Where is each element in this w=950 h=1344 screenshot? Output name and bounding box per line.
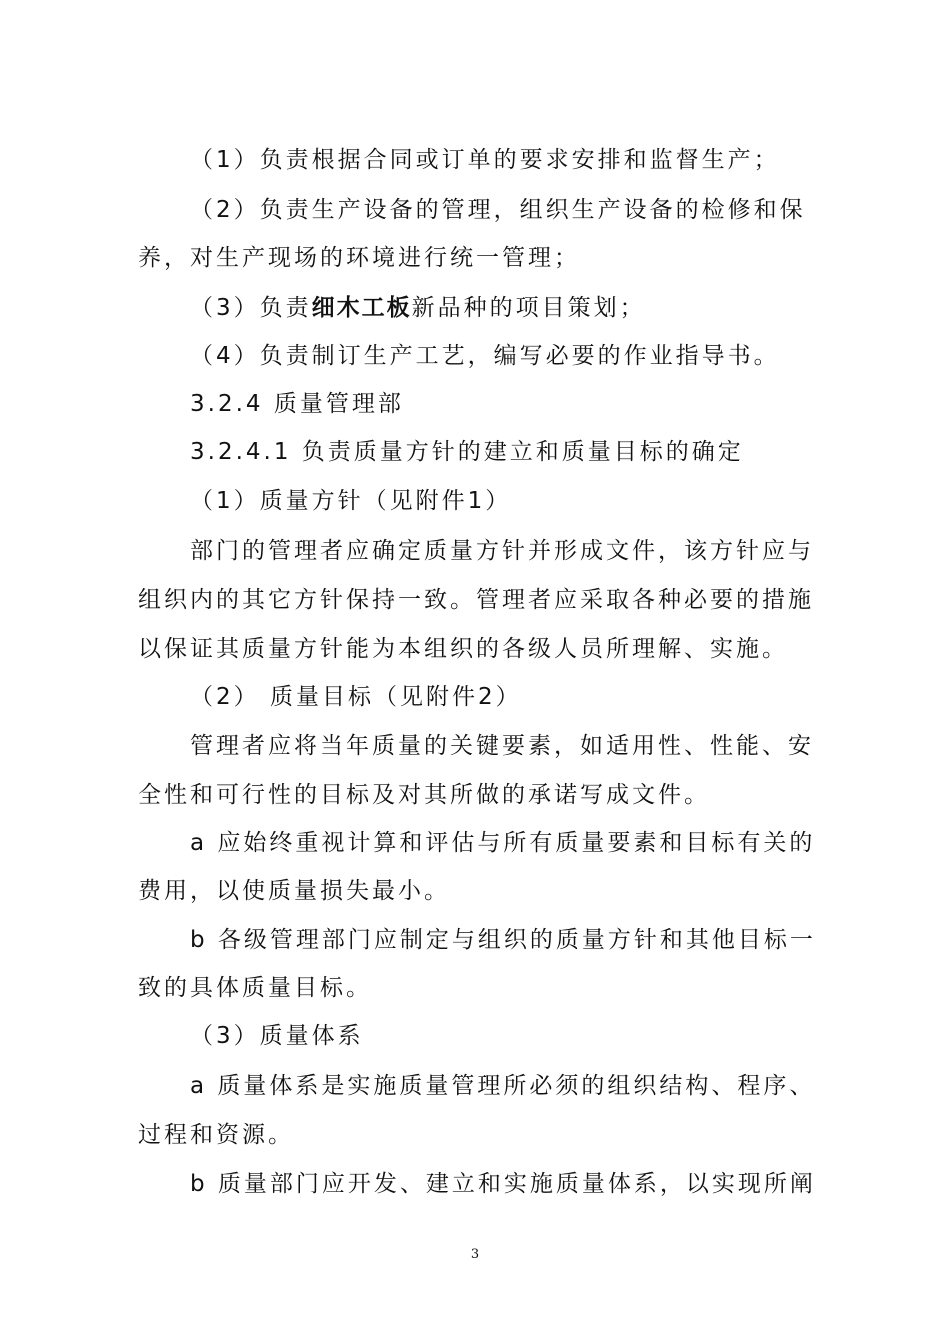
text-line-13: 管理者应将当年质量的关键要素，如适用性、性能、安 — [190, 733, 814, 759]
text-line-4-after: 新品种的项目策划； — [411, 295, 646, 321]
text-line-4-before: （3）负责 — [190, 295, 312, 321]
text-line-1: （1）负责根据合同或订单的要求安排和监督生产； — [190, 147, 780, 173]
text-line-21: 过程和资源。 — [138, 1122, 294, 1148]
text-line-17: b 各级管理部门应制定与组织的质量方针和其他目标一 — [190, 927, 816, 953]
text-line-16: 费用，以使质量损失最小。 — [138, 878, 450, 904]
text-line-3: 养，对生产现场的环境进行统一管理； — [138, 245, 580, 271]
text-line-18: 致的具体质量目标。 — [138, 975, 372, 1001]
text-line-2: （2）负责生产设备的管理，组织生产设备的检修和保 — [190, 197, 806, 223]
text-line-9: 部门的管理者应确定质量方针并形成文件，该方针应与 — [190, 538, 814, 564]
page-number: 3 — [470, 1247, 480, 1262]
text-line-5: （4）负责制订生产工艺，编写必要的作业指导书。 — [190, 343, 780, 369]
text-line-22: b 质量部门应开发、建立和实施质量体系，以实现所阐 — [190, 1171, 816, 1197]
text-line-11: 以保证其质量方针能为本组织的各级人员所理解、实施。 — [138, 636, 788, 662]
section-heading-3-2-4: 3.2.4 质量管理部 — [190, 391, 404, 417]
text-line-14: 全性和可行性的目标及对其所做的承诺写成文件。 — [138, 782, 710, 808]
text-line-15: a 应始终重视计算和评估与所有质量要素和目标有关的 — [190, 830, 816, 856]
text-line-8: （1）质量方针（见附件1） — [190, 488, 512, 514]
text-line-19: （3）质量体系 — [190, 1023, 364, 1049]
text-line-20: a 质量体系是实施质量管理所必须的组织结构、程序、 — [190, 1073, 816, 1099]
text-line-4 — [190, 293, 646, 323]
text-line-10: 组织内的其它方针保持一致。管理者应采取各种必要的措施 — [138, 587, 814, 613]
section-heading-3-2-4-1: 3.2.4.1 负责质量方针的建立和质量目标的确定 — [190, 439, 744, 465]
product-name-bold: 细木工板 — [311, 295, 412, 321]
text-line-12: （2） 质量目标（见附件2） — [190, 684, 522, 710]
